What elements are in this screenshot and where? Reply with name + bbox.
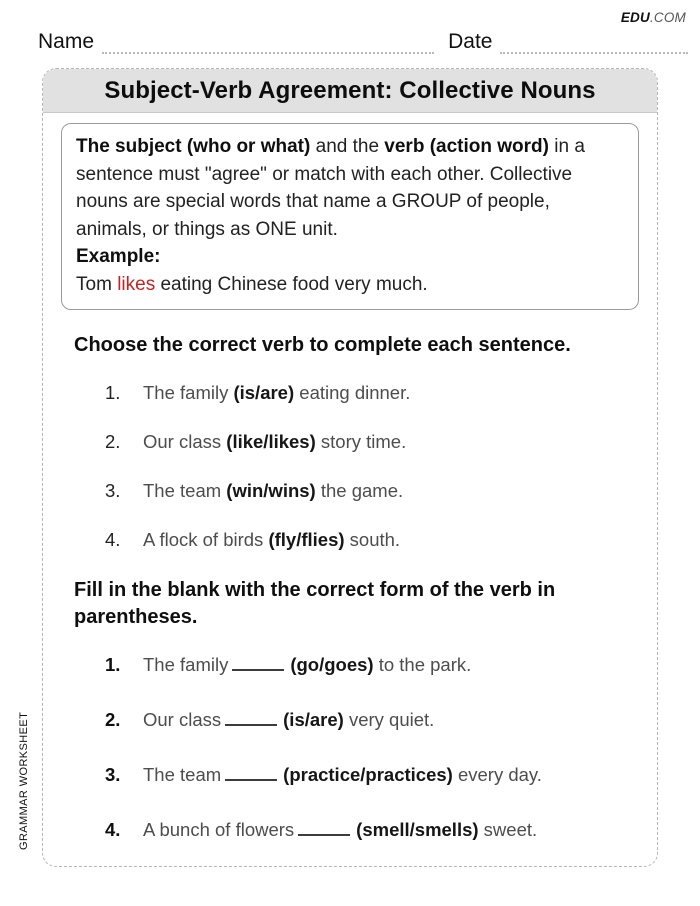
card-header (43, 69, 657, 113)
sentence-post: story time. (315, 431, 407, 452)
logo-bold-text: EDU (620, 10, 650, 25)
example-pre: Tom (76, 273, 118, 295)
name-date-row (38, 30, 688, 54)
section1-heading: Choose the correct verb to complete each sentence. (74, 334, 571, 356)
date-fill-line (500, 34, 688, 54)
sentence-pre: Our class (143, 709, 222, 730)
item-number: 4. (105, 819, 121, 840)
item-sentence (143, 708, 434, 732)
item-number: 2. (105, 709, 121, 730)
sentence-post: to the park. (373, 654, 472, 675)
sentence-post: south. (344, 529, 401, 550)
fill-in-blank-line (298, 824, 350, 836)
list-item (43, 430, 657, 454)
worksheet-title: Subject-Verb Agreement: Collective Nouns (104, 76, 596, 104)
item-sentence (143, 381, 410, 405)
item-sentence (143, 430, 406, 454)
sentence-post: every day. (452, 764, 542, 785)
list-item (43, 818, 657, 842)
item-sentence (143, 818, 537, 842)
list-item (43, 528, 657, 552)
name-fill-line (102, 34, 434, 54)
example-post: eating Chinese food very much. (155, 273, 428, 295)
verb-choice: (smell/smells) (356, 819, 479, 840)
item-sentence (143, 763, 542, 787)
intro-box (61, 123, 639, 310)
example-highlight-word: likes (117, 273, 156, 295)
item-number: 3. (105, 480, 121, 501)
verb-choice: (is/are) (233, 382, 295, 403)
item-number: 1. (105, 654, 121, 675)
sentence-pre: Our class (143, 431, 227, 452)
item-number: 3. (105, 764, 121, 785)
list-item (43, 763, 657, 787)
verb-choice: (practice/practices) (283, 764, 453, 785)
section-fill-blank (43, 577, 657, 842)
intro-verb-bold: verb (action word) (384, 136, 549, 157)
item-sentence (143, 479, 403, 503)
worksheet-card (42, 68, 658, 867)
sentence-post: the game. (315, 480, 404, 501)
item-number: 4. (105, 529, 121, 550)
name-label: Name (38, 30, 95, 53)
sentence-pre: The team (143, 764, 222, 785)
section2-heading: Fill in the blank with the correct form of the verb in parentheses. (74, 579, 556, 628)
sentence-pre: A flock of birds (143, 529, 269, 550)
verb-choice: (win/wins) (226, 480, 316, 501)
list-item (43, 381, 657, 405)
item-sentence (143, 528, 400, 552)
logo-rest-text: .COM (649, 10, 686, 25)
grammar-worksheet-vertical-label: GRAMMAR WORKSHEET (18, 711, 30, 850)
intro-text-cont: in a sentence must "agree" or match with each other. Collective nouns are special words that name a GROUP of people, animals, or things as ONE unit. (76, 136, 585, 240)
intro-subject-bold: The subject (who or what) (76, 136, 311, 157)
sentence-pre: The family (143, 654, 229, 675)
sentence-pre: The family (143, 382, 234, 403)
fill-in-blank-line (232, 659, 284, 671)
edu-com-logo (621, 10, 686, 25)
verb-choice: (fly/flies) (268, 529, 345, 550)
date-label: Date (448, 30, 493, 53)
verb-choice: (go/goes) (290, 654, 374, 675)
list-item (43, 708, 657, 732)
item-number: 2. (105, 431, 121, 452)
section2-items (43, 653, 657, 842)
example-label: Example: (76, 246, 161, 267)
intro-text: and the (310, 136, 385, 157)
verb-choice: (like/likes) (226, 431, 316, 452)
list-item (43, 653, 657, 677)
section1-items (43, 381, 657, 552)
sentence-post: very quiet. (343, 709, 435, 730)
item-number: 1. (105, 382, 121, 403)
fill-in-blank-line (225, 714, 277, 726)
list-item (43, 479, 657, 503)
sentence-post: eating dinner. (294, 382, 411, 403)
sentence-pre: The team (143, 480, 227, 501)
verb-choice: (is/are) (283, 709, 344, 730)
item-sentence (143, 653, 471, 677)
section-choose-verb (43, 332, 657, 552)
sentence-pre: A bunch of flowers (143, 819, 295, 840)
fill-in-blank-line (225, 769, 277, 781)
sentence-post: sweet. (478, 819, 538, 840)
